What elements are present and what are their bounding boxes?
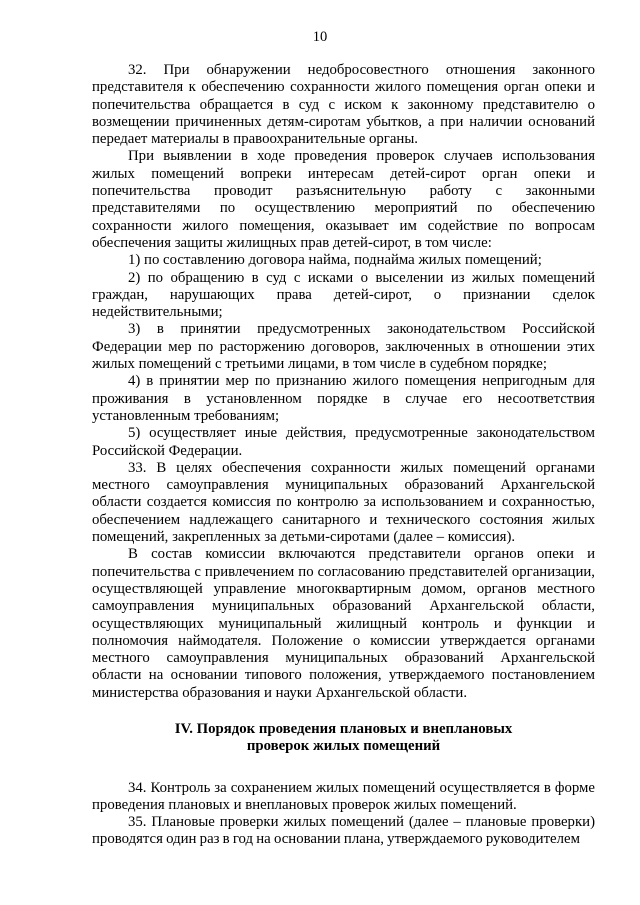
paragraph-34: 34. Контроль за сохранением жилых помещений осуществляется в форме проведения плановых и внеплановых проверок жилых помещений. xyxy=(92,779,595,813)
list-item-4: 4) в принятии мер по признанию жилого помещения непригодным для проживания в установленном порядке в случае его несоответствия установленным требованиям; xyxy=(92,373,595,424)
section-heading-line-2: проверок жилых помещений xyxy=(246,738,441,755)
page-number: 10 xyxy=(312,29,328,45)
paragraph-33: 33. В целях обеспечения сохранности жилых помещений органами местного самоуправления муниципальных образований Архангельской области создается комиссия по контролю за использованием и сохранностью, обеспечением надлежащего санитарного и технического состояния жилых помещений, закрепленных за детьми-сиротами (далее – комиссия). xyxy=(92,459,595,546)
document-body xyxy=(92,62,595,849)
list-item-5: 5) осуществляет иные действия, предусмотренные законодательством Российской Федерации. xyxy=(92,425,595,459)
list-item-1: 1) по составлению договора найма, поднайма жилых помещений; xyxy=(128,252,542,269)
list-item-3: 3) в принятии предусмотренных законодательством Российской Федерации мер по расторжению договоров, заключенных в отношении этих жилых помещений с третьими лицами, в том числе в судебном порядке; xyxy=(92,321,595,373)
paragraph-commission-composition: В состав комиссии включаются представители органов опеки и попечительства с привлечением по согласованию представителей организации, осуществляющей управление многоквартирным домом, органов местного самоуправления муниципальных образований Архангельской области, осуществляющих муниципальный жилищный контроль и функции и полномочия наймодателя. Положение о комиссии утверждается органами местного самоуправления муниципальных образований Архангельской области на основании типового положения, утверждаемого постановлением министерства образования и науки Архангельской области. xyxy=(92,546,595,701)
paragraph-35: 35. Плановые проверки жилых помещений (далее – плановые проверки) проводятся один раз в год на основании плана, утверждаемого руководителем xyxy=(92,814,595,848)
section-heading-line-1: IV. Порядок проведения плановых и внеплановых xyxy=(174,720,513,737)
list-item-2: 2) по обращению в суд с исками о выселении из жилых помещений граждан, нарушающих права детей-сирот, о признании сделок недействительными; xyxy=(92,269,595,321)
paragraph-32: 32. При обнаружении недобросовестного отношения законного представителя к обеспечению сохранности жилого помещения орган опеки и попечительства обращается в суд с иском к законному представителю о возмещении причиненных детям-сиротам убытков, а при наличии оснований передает материалы в правоохранительные органы. xyxy=(92,62,595,148)
section-heading xyxy=(92,721,595,756)
paragraph-inspection-findings: При выявлении в ходе проведения проверок случаев использования жилых помещений вопреки интересам детей-сирот орган опеки и попечительства проводит разъяснительную работу с законными представителями по осуществлению мероприятий по обеспечению сохранности жилого помещения, оказывает им содействие по вопросам обеспечения защиты жилищных прав детей-сирот, в том числе: xyxy=(92,148,595,251)
